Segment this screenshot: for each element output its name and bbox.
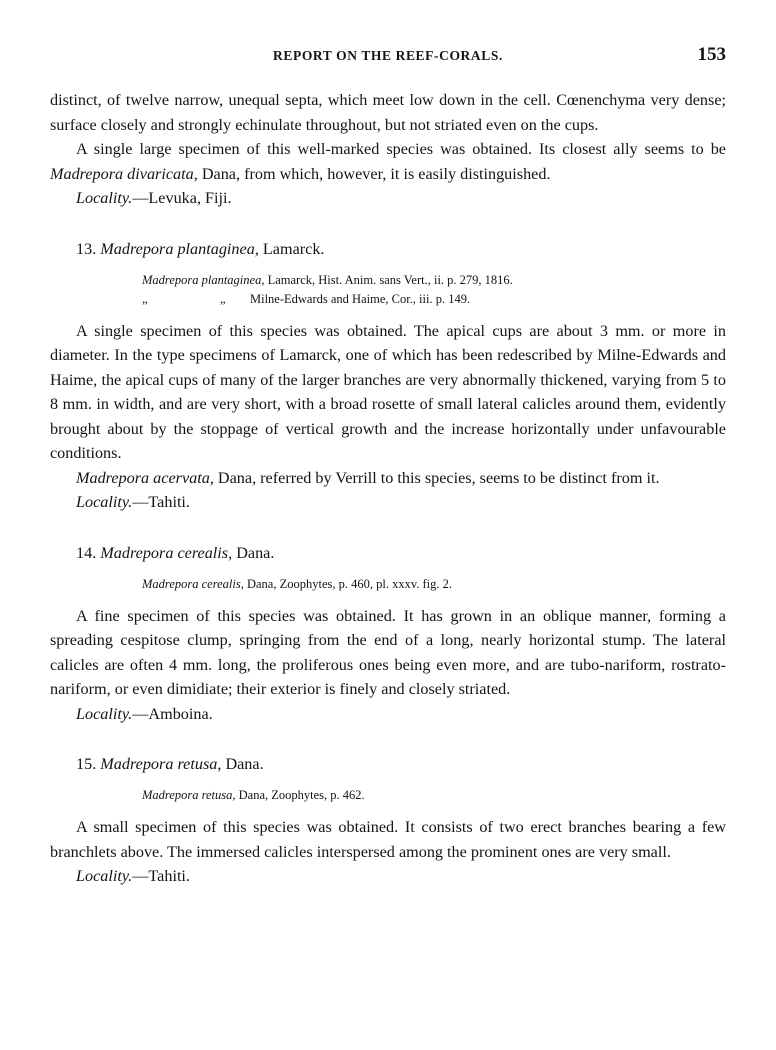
page-body <box>50 88 726 889</box>
continuation-locality <box>50 186 726 211</box>
locality-value: —Tahiti. <box>132 493 190 511</box>
species-name: Madrepora plantaginea <box>100 239 255 258</box>
species-heading-15 <box>50 752 726 776</box>
continuation-species-ref: Madrepora divaricata <box>50 164 194 183</box>
species-paragraph: A single specimen of this species was obtained. The apical cups are about 3 mm. or more in diameter. In the type specimens of Lamarck, one of which has been redescribed by Milne-Edwards and Haime, the apical cups of many of the larger branches are very abnormally thickened, varying from 5 to 8 mm. in width, and are very short, with a broad rosette of small lateral calicles around them, evidently brought about by the stoppage of vertical growth and the increase horizontally under unfavourable conditions. <box>50 321 726 462</box>
species-name: Madrepora cerealis <box>100 543 229 562</box>
species-name: Madrepora retusa <box>100 755 218 773</box>
continuation-paragraph-2-pre: A single large specimen of this well-marked species was obtained. Its closest ally seems to be <box>76 140 726 158</box>
continuation-paragraph-2 <box>50 137 726 186</box>
species-heading-13 <box>50 237 726 261</box>
species-number: 13. <box>76 239 97 258</box>
species-authority: , Dana. <box>228 543 275 562</box>
locality-value: —Levuka, Fiji. <box>132 189 232 207</box>
synonymy-ref: Milne-Edwards and Haime, Cor., iii. p. 149. <box>250 291 471 306</box>
page-header <box>50 44 726 68</box>
species-authority: , Dana. <box>217 755 264 773</box>
continuation-paragraph-1: distinct, of twelve narrow, unequal septa, which meet low down in the cell. Cœnenchyma very dense; surface closely and strongly echinulate throughout, but not striated even on the cups. <box>50 91 726 134</box>
species-paragraph <box>50 466 726 491</box>
species-heading-14 <box>50 541 726 565</box>
ditto-mark: „ <box>142 291 148 306</box>
locality-value: —Tahiti. <box>132 867 190 885</box>
synonymy-line <box>50 290 726 309</box>
synonymy-ref: , Lamarck, Hist. Anim. sans Vert., ii. p. 279, 1816. <box>261 272 513 287</box>
species-authority: , Lamarck. <box>254 239 325 258</box>
species-paragraph: A small specimen of this species was obtained. It consists of two erect branches bearing a few branchlets above. The immersed calicles interspersed among the prominent ones are very small. <box>50 818 726 861</box>
species-locality <box>50 702 726 727</box>
ditto-mark: „ <box>220 291 226 306</box>
synonymy-name: Madrepora plantaginea <box>142 272 262 287</box>
synonymy-ref: , Dana, Zoophytes, p. 460, pl. xxxv. fig. 2. <box>240 576 453 591</box>
synonymy-line <box>50 786 726 805</box>
species-locality <box>50 490 726 515</box>
species-number: 14. <box>76 543 97 562</box>
locality-label: Locality. <box>76 867 133 885</box>
locality-value: —Amboina. <box>132 704 213 723</box>
synonymy-ref: , Dana, Zoophytes, p. 462. <box>232 788 365 802</box>
locality-label: Locality. <box>76 493 133 511</box>
running-title: REPORT ON THE REEF-CORALS. <box>273 48 503 63</box>
continuation-paragraph-2-post: , Dana, from which, however, it is easily distinguished. <box>193 164 551 183</box>
synonymy-line <box>50 575 726 594</box>
synonymy-name: Madrepora cerealis <box>142 576 241 591</box>
species-paragraph-text: , Dana, referred by Verrill to this species, seems to be distinct from it. <box>209 468 660 487</box>
species-locality <box>50 864 726 889</box>
species-number: 15. <box>76 755 97 773</box>
synonymy-line <box>50 271 726 290</box>
synonymy-name: Madrepora retusa <box>142 788 233 802</box>
species-paragraph: A fine specimen of this species was obtained. It has grown in an oblique manner, forming a spreading cespitose clump, springing from the end of a long, nearly horizontal stump. The lateral calicles are often 4 mm. long, the proliferous ones being even more, and are tubo-nariform, rostrato-nariform, or even dimidiate; their exterior is finely and closely striated. <box>50 606 726 698</box>
page-number: 153 <box>697 44 726 65</box>
locality-label: Locality. <box>76 189 133 207</box>
species-ref: Madrepora acervata <box>76 468 210 487</box>
locality-label: Locality. <box>76 704 133 723</box>
